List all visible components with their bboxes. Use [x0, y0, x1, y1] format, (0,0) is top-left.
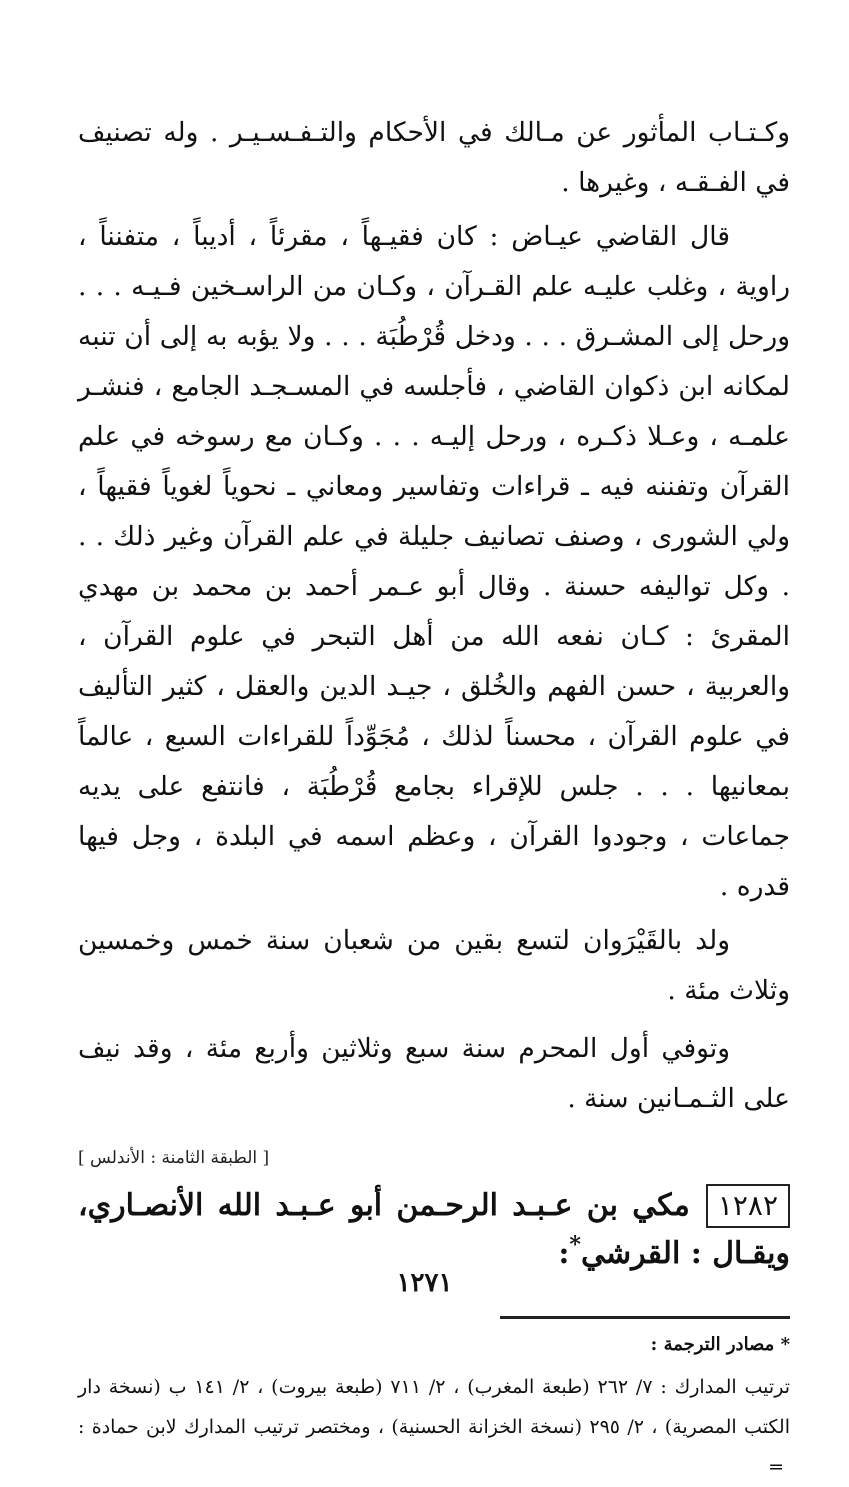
body-paragraph-3: ولد بالقَيْرَوان لتسع بقين من شعبان سنة خمس وخمسين وثلاث مئة .	[78, 925, 790, 1006]
body-paragraph-2: قال القاضي عيـاض : كان فقيـهاً ، مقرئاً ، أديباً ، متفنناً ، راوية ، وغلب عليـه علم القـرآن ، وكـان من الراسـخين فـيـه . . . ورحل إلى المشـرق . . . ودخل قُرْطُبَة . . . ولا يؤبه به إلى أن تنبه لمكانه ابن ذكوان القاضي ، فأجلسه في المسـجـد الجامع ، فنشـر علمـه ، وعـلا ذكـره ، ورحل إليـه . . . وكـان مع رسوخه في علم القرآن وتفننه فيه ـ قراءات وتفاسير ومعاني ـ نحوياً لغوياً فقيهاً ، ولي الشورى ، وصنف تصانيف جليلة في علم القرآن وغير ذلك . . . وكل تواليفه حسنة . وقال أبو عـمر أحمد بن محمد بن مهدي المقرئ : كـان نفعه الله من أهل التبحر في علوم القرآن ، والعربية ، حسن الفهم والخُلق ، جيـد الدين والعقل ، كثير التأليف في علوم القرآن ، محسناً لذلك ، مُجَوِّداً للقراءات السبع ، عالماً بمعانيها . . . جلس للإقراء بجامع قُرْطُبَة ، فانتفع على يديه جماعات ، وجودوا القرآن ، وعظم اسمه في البلدة ، وجل فيها قدره .	[78, 221, 790, 902]
section-tag: [ الطبقة الثامنة : الأندلس ]	[78, 1148, 270, 1168]
body-paragraph-4: وتوفي أول المحرم سنة سبع وثلاثين وأربع مئة ، وقد نيف على الثـمـانين سنة .	[78, 1033, 790, 1114]
footnote-heading: * مصادر الترجمة :	[650, 1334, 790, 1355]
footnote-divider	[500, 1316, 790, 1319]
footnote-body: ترتيب المدارك : ٧/ ٢٦٢ (طبعة المغرب) ، ٢/ ٧١١ (طبعة بيروت) ، ٢/ ١٤١ ب (نسخة دار الكتب المصرية) ، ٢/ ٢٩٥ (نسخة الخزانة الحسنية) ، ومختصر ترتيب المدارك لابن حمادة :	[78, 1376, 790, 1438]
entry-suffix: :	[558, 1236, 570, 1271]
entry-heading	[78, 1182, 790, 1278]
footnote-continuation: =	[768, 1456, 784, 1478]
entry-title: مكي بن عـبـد الرحـمن أبو عـبـد الله الأنصـاري، ويقـال : القرشي	[78, 1188, 790, 1271]
body-paragraph-1: وكـتـاب المأثور عن مـالك في الأحكام والتـفـسـيـر . وله تصنيف في الفـقـه ، وغيرها .	[78, 117, 790, 198]
footnote-text	[78, 1367, 790, 1487]
entry-number-box: ١٢٨٢	[706, 1184, 790, 1228]
footnote-marker: *	[569, 1232, 581, 1258]
page-number: ١٢٧١	[396, 1268, 453, 1298]
